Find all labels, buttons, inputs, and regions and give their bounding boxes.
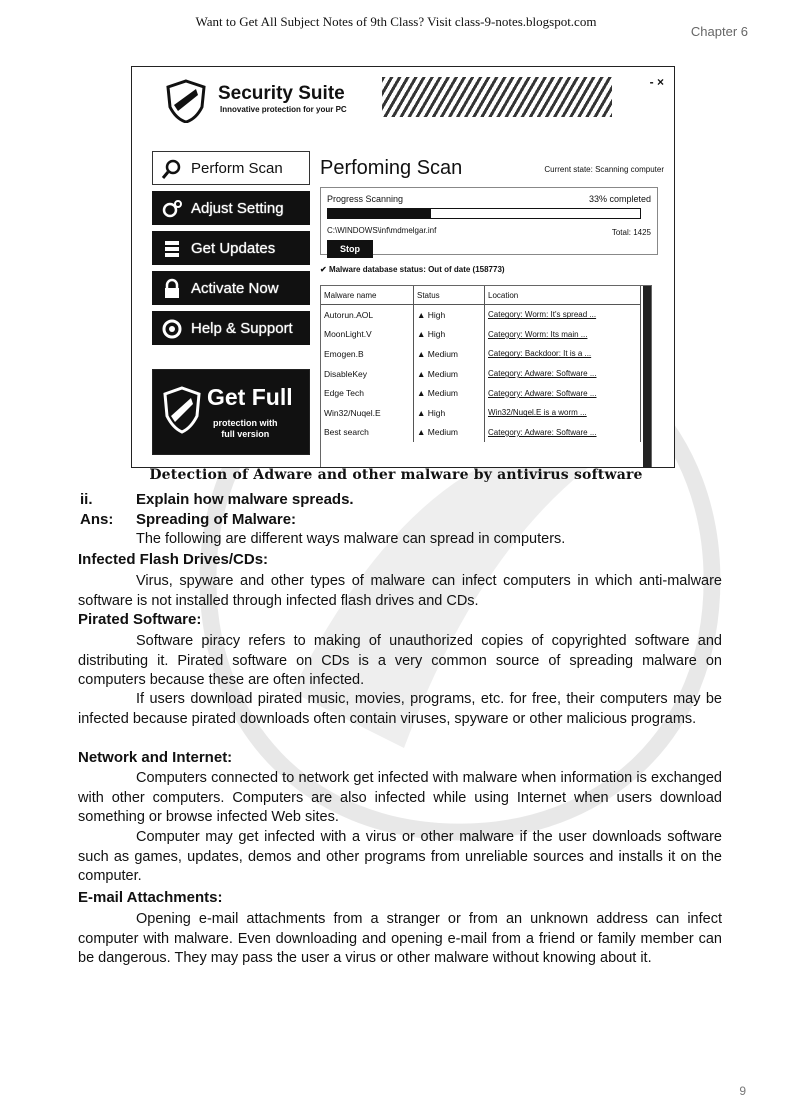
paragraph-pirated-1: Software piracy refers to making of unauthorized copies of copyrighted software and distributing it. Pirated software on CDs is a very common source of spreading malware on computers because these are often infected. bbox=[78, 633, 722, 688]
paragraph-network-1: Computers connected to network get infected with malware when information is exchanged with other computers. Computers are also infected while using Internet when users download something or browse infected Web sites. bbox=[78, 770, 722, 825]
malware-name-cell: DisableKey bbox=[321, 364, 414, 384]
shield-logo-icon bbox=[166, 79, 206, 123]
scan-total: Total: 1425 bbox=[611, 228, 651, 237]
col-malware-name: Malware name bbox=[321, 286, 414, 305]
table-row[interactable] bbox=[321, 364, 641, 384]
scan-panel bbox=[316, 151, 664, 467]
window-controls[interactable]: - × bbox=[649, 75, 664, 89]
progress-bar-fill bbox=[328, 209, 431, 218]
answer-label: Ans: bbox=[80, 511, 114, 528]
database-status-text: Malware database status: Out of date (158773) bbox=[328, 265, 505, 274]
shield-icon bbox=[163, 386, 201, 434]
panel-title: Perfoming Scan bbox=[320, 157, 463, 179]
location-link[interactable]: Category: Adware: Software ... bbox=[485, 423, 641, 443]
stop-button[interactable]: Stop bbox=[327, 240, 373, 258]
status-cell: ▲ Medium bbox=[414, 383, 485, 403]
figure-caption: Detection of Adware and other malware by antivirus software bbox=[149, 467, 643, 483]
section-heading-flash: Infected Flash Drives/CDs: bbox=[78, 551, 269, 568]
antivirus-screenshot bbox=[131, 66, 675, 468]
col-location: Location bbox=[485, 286, 641, 305]
current-state: Current state: Scanning computer bbox=[544, 165, 664, 174]
perform-scan-button[interactable] bbox=[152, 151, 310, 185]
section-heading-pirated: Pirated Software: bbox=[78, 611, 202, 628]
database-icon bbox=[161, 238, 183, 260]
malware-name-cell: MoonLight.V bbox=[321, 325, 414, 345]
malware-name-cell: Edge Tech bbox=[321, 383, 414, 403]
adjust-setting-button[interactable] bbox=[152, 191, 310, 225]
malware-name-cell: Autorun.AOL bbox=[321, 305, 414, 325]
page-number: 9 bbox=[739, 1084, 746, 1098]
paragraph-flash: Virus, spyware and other types of malware can infect computers in which anti-malware software is not installed through infected flash drives and CDs. bbox=[78, 573, 722, 609]
location-link[interactable]: Win32/Nuqel.E is a worm ... bbox=[485, 403, 641, 423]
question-text: Explain how malware spreads. bbox=[136, 491, 354, 508]
paragraph-email: Opening e-mail attachments from a stranger or from an unknown address can infect computer with malware. Even downloading and opening e-mail from a friend or family member can be dangerous. They may pass the user a virus or other malware without knowing about it. bbox=[78, 911, 722, 966]
activate-now-button[interactable] bbox=[152, 271, 310, 305]
col-status: Status bbox=[414, 286, 485, 305]
help-support-button[interactable] bbox=[152, 311, 310, 345]
database-status bbox=[320, 265, 505, 274]
section-heading-email: E-mail Attachments: bbox=[78, 889, 223, 906]
get-updates-label: Get Updates bbox=[191, 240, 276, 257]
app-tagline: Innovative protection for your PC bbox=[220, 105, 347, 114]
lock-icon bbox=[161, 278, 183, 300]
malware-name-cell: Win32/Nuqel.E bbox=[321, 403, 414, 423]
gears-icon bbox=[161, 198, 183, 220]
location-link[interactable]: Category: Worm: It's spread ... bbox=[485, 305, 641, 325]
paragraph-network-2: Computer may get infected with a virus or other malware if the user downloads software such as games, updates, demos and other programs from unreliable sources and installs it on the computer. bbox=[78, 829, 722, 884]
progress-box bbox=[320, 187, 658, 255]
section-heading-network: Network and Internet: bbox=[78, 749, 233, 766]
table-row[interactable] bbox=[321, 383, 641, 403]
location-link[interactable]: Category: Adware: Software ... bbox=[485, 383, 641, 403]
status-cell: ▲ High bbox=[414, 305, 485, 325]
malware-name-cell: Best search bbox=[321, 423, 414, 443]
promo-title: Get Full bbox=[207, 384, 293, 410]
promo-subtitle-line2: full version bbox=[221, 429, 270, 439]
get-updates-button[interactable] bbox=[152, 231, 310, 265]
get-full-version-promo[interactable] bbox=[152, 369, 310, 455]
progress-percent-text: 33% completed bbox=[588, 194, 651, 204]
table-row[interactable] bbox=[321, 403, 641, 423]
app-header bbox=[132, 67, 674, 143]
answer-intro: The following are different ways malware can spread in computers. bbox=[136, 531, 566, 547]
magnifier-icon bbox=[161, 158, 183, 180]
help-support-label: Help & Support bbox=[191, 320, 293, 337]
status-cell: ▲ High bbox=[414, 403, 485, 423]
location-link[interactable]: Category: Backdoor: It is a ... bbox=[485, 344, 641, 364]
status-cell: ▲ Medium bbox=[414, 344, 485, 364]
table-row[interactable] bbox=[321, 423, 641, 443]
promo-subtitle-line1: protection with bbox=[213, 418, 278, 428]
table-row[interactable] bbox=[321, 305, 641, 325]
adjust-setting-label: Adjust Setting bbox=[191, 200, 284, 217]
activate-now-label: Activate Now bbox=[191, 280, 279, 297]
paragraph-pirated-2: If users download pirated music, movies, programs, etc. for free, their computers may be infected because pirated downloads often contain viruses, spyware or other malicious programs. bbox=[78, 691, 722, 727]
progress-label: Progress Scanning bbox=[327, 194, 404, 204]
chapter-label: Chapter 6 bbox=[690, 24, 748, 39]
perform-scan-label: Perform Scan bbox=[191, 160, 283, 177]
status-cell: ▲ Medium bbox=[414, 423, 485, 443]
answer-title: Spreading of Malware: bbox=[136, 511, 297, 528]
scan-path: C:\WINDOWS\inf\mdmelgar.inf bbox=[327, 226, 437, 235]
location-link[interactable]: Category: Adware: Software ... bbox=[485, 364, 641, 384]
table-row[interactable] bbox=[321, 344, 641, 364]
malware-name-cell: Emogen.B bbox=[321, 344, 414, 364]
app-title: Security Suite bbox=[218, 83, 345, 104]
table-row[interactable] bbox=[321, 325, 641, 345]
header-banner: Want to Get All Subject Notes of 9th Class? Visit class-9-notes.blogspot.com bbox=[195, 14, 597, 29]
progress-bar bbox=[327, 208, 641, 219]
malware-table bbox=[320, 285, 652, 468]
check-icon: ✔ bbox=[320, 265, 329, 274]
promo-subtitle bbox=[213, 418, 278, 440]
lifebuoy-icon bbox=[161, 318, 183, 340]
status-cell: ▲ High bbox=[414, 325, 485, 345]
status-cell: ▲ Medium bbox=[414, 364, 485, 384]
location-link[interactable]: Category: Worm: Its main ... bbox=[485, 325, 641, 345]
table-scrollbar[interactable] bbox=[643, 286, 651, 468]
question-number: ii. bbox=[80, 491, 93, 508]
